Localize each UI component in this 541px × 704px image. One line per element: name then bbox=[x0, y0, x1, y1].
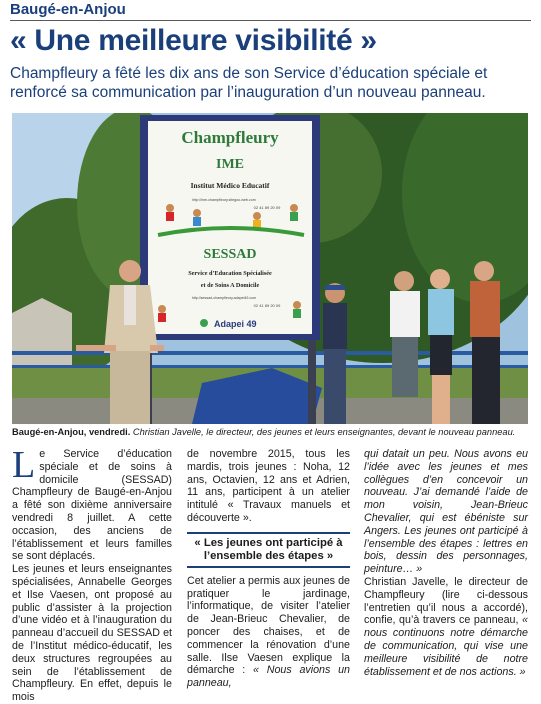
sign-sessad-phone: 02 41 89 20 09 bbox=[253, 303, 281, 308]
pull-quote-text: « Les jeunes ont participé à l’ensemble des étapes » bbox=[194, 536, 343, 562]
sign-sessad-url: http://sessad-champfleury.adapei49.com bbox=[191, 296, 257, 300]
sign-adapei: Adapei 49 bbox=[214, 319, 257, 329]
col3-paragraph-1: qui datait un peu. Nous avons eu l’idée avec les jeunes et mes collègues d’en concevoir un nouveau. J’ai demandé l’aide de mon voisin, Jean-Brieuc Chevalier, qui est ébéniste sur Angers. Les jeunes ont participé à l’ensemble des étapes : lettres en bois, dessin des personnages, peinture… » bbox=[364, 448, 528, 576]
col1-paragraph-1: e Service d’éducation spéciale et de soins à domicile (SESSAD) Champfleury de Baugé-en-Anjou a fêté son dixième anniversaire vendredi 8 juillet. A cette occasion, des anciens de l’établissement et leurs familles se sont déplacés. bbox=[12, 448, 172, 563]
photo-illustration bbox=[12, 113, 528, 424]
article-column-3 bbox=[364, 448, 528, 678]
article-photo bbox=[12, 113, 528, 424]
sign-sessad-full-1: Service d’Education Spécialisée bbox=[188, 270, 272, 277]
sign-ime-full: Institut Médico Educatif bbox=[190, 181, 270, 190]
sign-name: Champfleury bbox=[181, 128, 279, 147]
col2-paragraph-1: de novembre 2015, tous les mardis, trois jeunes : Noha, 12 ans, Octavien, 12 ans et Adrien, 11 ans, participent à un atelier intitulé « Travaux manuels et découverte ». bbox=[187, 448, 350, 524]
col2-paragraph-2-quote: « Nous avions un panneau, bbox=[187, 664, 350, 690]
person-youth-1 bbox=[323, 283, 347, 424]
col3-paragraph-2-quote: « nous continuons notre démarche de communication, qui vise une meilleure visibilité de notre établissement et de nos actions. » bbox=[364, 614, 528, 678]
header-rule bbox=[10, 20, 531, 21]
caption-bold: Baugé-en-Anjou, vendredi. bbox=[12, 427, 131, 437]
sign-ime-phone: 02 41 89 20 09 bbox=[253, 205, 281, 210]
sign-sessad-full-2: et de Soins A Domicile bbox=[200, 282, 260, 289]
article-column-1 bbox=[12, 444, 172, 704]
photo-caption bbox=[12, 427, 532, 437]
caption-text: Christian Javelle, le directeur, des jeunes et leurs enseignantes, devant le nouveau panneau. bbox=[130, 427, 516, 437]
section-rubric: Baugé-en-Anjou bbox=[10, 1, 126, 18]
article-column-2 bbox=[187, 448, 350, 690]
lead-paragraph: Champfleury a fêté les dix ans de son Service d’éducation spéciale et renforcé sa communication par l’inauguration d’un nouveau panneau. bbox=[10, 65, 488, 101]
pull-quote bbox=[187, 532, 350, 568]
headline: « Une meilleure visibilité » bbox=[10, 24, 377, 57]
sign-sessad: SESSAD bbox=[203, 247, 257, 262]
sign-ime-url: http://ime-champfleury.sitegoo-web.com bbox=[192, 198, 256, 202]
col1-paragraph-2: Les jeunes et leurs enseignantes spécialisées, Annabelle Georges et Ilse Vaesen, ont proposé au public d’assister à la projection d’une vidéo et à l’inauguration du panneau d’accueil du SESSAD et de l’Institut médico-éducatif, les deux structures regroupées au sein de l’établissement de Champfleury. En effet, depuis le mois bbox=[12, 563, 172, 704]
person-teacher-2 bbox=[470, 261, 500, 424]
drop-cap: L bbox=[12, 444, 36, 486]
sign-ime: IME bbox=[216, 157, 244, 172]
col3-paragraph-2: Christian Javelle, le directeur de Champfleury (lire ci-dessous l’entretien qu’il nous a accordé), confie, qu’à travers ce panneau, bbox=[364, 575, 528, 627]
col2-paragraph-2: Cet atelier a permis aux jeunes de pratiquer le jardinage, l’informatique, de visiter l’atelier de Jean-Brieuc Chevalier, de poncer des chaises, et de commencer la rénovation d’une salle. Ilse Vaesen explique la démarche : bbox=[187, 574, 350, 677]
